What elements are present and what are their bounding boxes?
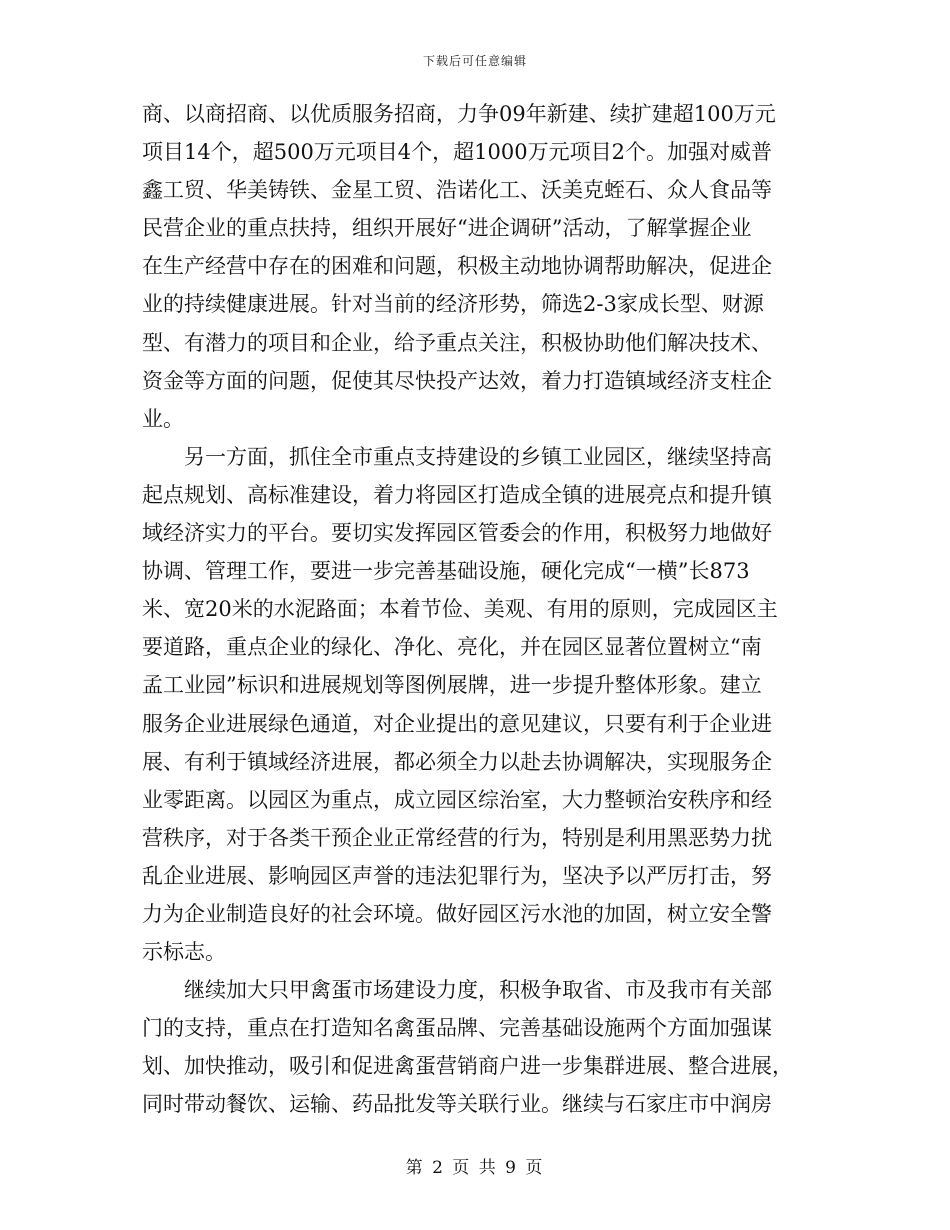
- text-line: 营秩序，对于各类干预企业正常经营的行为，特别是利用黑恶势力扰: [142, 825, 772, 850]
- text-line: 另一方面，抓住全市重点支持建设的乡镇工业园区，继续坚持高: [184, 444, 772, 469]
- text-line: 项目14个，超500万元项目4个，超1000万元项目2个。加强对威普: [142, 140, 772, 165]
- paragraph-2: [142, 438, 808, 971]
- paragraph-1: [142, 95, 808, 438]
- text-line: 资金等方面的问题，促使其尽快投产达效，着力打造镇域经济支柱企: [142, 368, 772, 393]
- text-line: 乱企业进展、影响园区声誉的违法犯罪行为，坚决予以严厉打击，努: [142, 863, 772, 888]
- text-line: 米、宽20米的水泥路面；本着节俭、美观、有用的原则，完成园区主: [142, 597, 778, 622]
- text-line: 示标志。: [142, 940, 226, 965]
- text-line: 商、以商招商、以优质服务招商，力争09年新建、续扩建超100万元: [142, 102, 776, 126]
- text-line: 门的支持，重点在打造知名禽蛋品牌、完善基础设施两个方面加强谋: [142, 1016, 772, 1041]
- page-header: 下载后可任意编辑: [422, 54, 527, 68]
- text-line: 展、有利于镇域经济进展，都必须全力以赴去协调解决，实现服务企: [142, 749, 772, 774]
- document-body: [142, 95, 808, 1124]
- text-line: 鑫工贸、华美铸铁、金星工贸、浩诺化工、沃美克蛭石、众人食品等: [142, 178, 772, 203]
- text-line: 孟工业园”标识和进展规划等图例展牌，进一步提升整体形象。建立: [142, 673, 762, 698]
- text-line: 要道路，重点企业的绿化、净化、亮化，并在园区显著位置树立“南: [142, 635, 762, 660]
- text-line: 业零距离。以园区为重点，成立园区综治室，大力整顿治安秩序和经: [142, 787, 772, 812]
- text-line: 同时带动餐饮、运输、药品批发等关联行业。继续与石家庄市中润房: [142, 1092, 772, 1117]
- text-line: 起点规划、高标准建设，着力将园区打造成全镇的进展亮点和提升镇: [142, 482, 772, 507]
- text-line: 服务企业进展绿色通道，对企业提出的意见建议，只要有利于企业进: [142, 711, 772, 736]
- text-line: 划、加快推动，吸引和促进禽蛋营销商户进一步集群进展、整合进展，: [142, 1054, 793, 1079]
- paragraph-3: [142, 971, 808, 1123]
- text-line: 域经济实力的平台。要切实发挥园区管委会的作用，积极努力地做好: [142, 521, 772, 546]
- page-number-footer: 第 2 页 共 9 页: [405, 1158, 545, 1178]
- text-line: 力为企业制造良好的社会环境。做好园区污水池的加固，树立安全警: [142, 901, 772, 926]
- text-line: 业。: [142, 406, 184, 431]
- text-line: 在生产经营中存在的困难和问题，积极主动地协调帮助解决，促进企: [142, 254, 772, 279]
- text-line: 继续加大只甲禽蛋市场建设力度，积极争取省、市及我市有关部: [184, 978, 772, 1003]
- text-line: 业的持续健康进展。针对当前的经济形势，筛选2-3家成长型、财源: [142, 292, 764, 317]
- text-line: 协调、管理工作，要进一步完善基础设施，硬化完成“一横”长873: [142, 559, 750, 584]
- text-line: 型、有潜力的项目和企业，给予重点关注，积极协助他们解决技术、: [142, 330, 772, 355]
- text-line: 民营企业的重点扶持，组织开展好“进企调研”活动，了解掌握企业: [142, 216, 752, 241]
